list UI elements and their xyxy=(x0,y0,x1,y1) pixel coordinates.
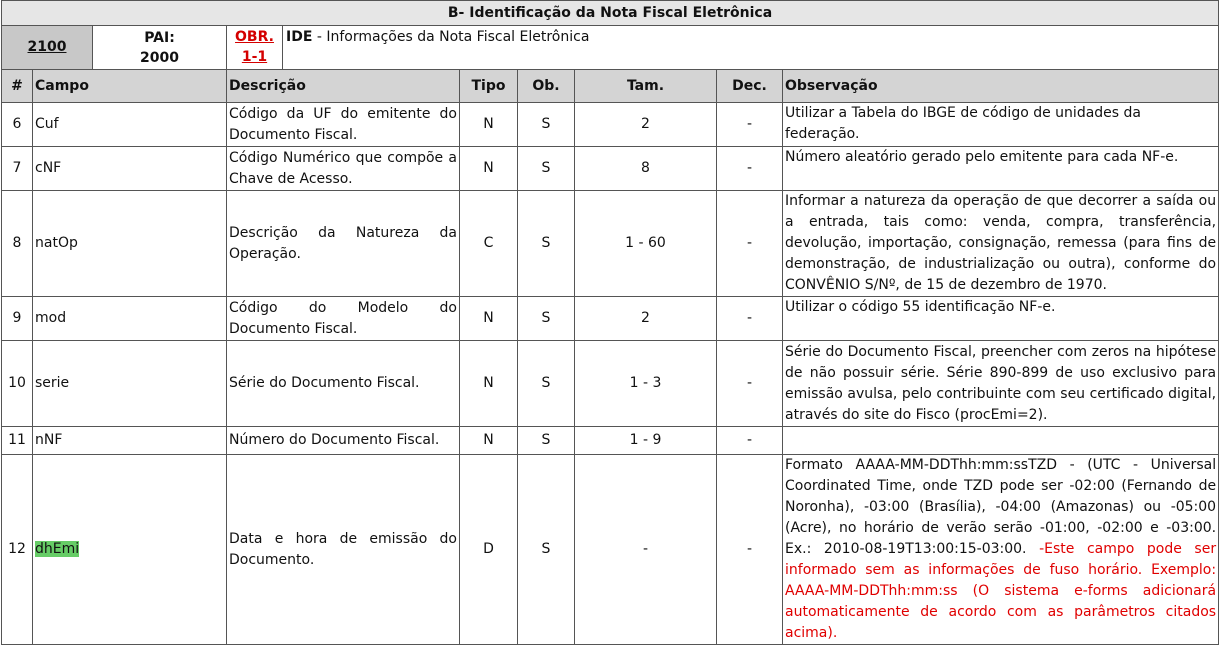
pai-label: PAI: xyxy=(144,29,175,46)
row-obs-note: -Este campo pode ser informado sem as informações de fuso horário. Exemplo: AAAA-MM-DDThh:mm:ss (O sistema e-forms adicionará automaticamente de acordo com as parâmetros citados acima). xyxy=(785,541,1217,641)
row-obs: Informar a natureza da operação de que decorrer a saída ou a entrada, tais como: venda, compra, transferência, devolução, importação, consignação, remessa (para fins de demonstração, de industrialização ou outra), conforme do CONVÊNIO S/Nº, de 15 de dezembro de 1970. xyxy=(783,191,1219,297)
row-obs: Utilizar a Tabela do IBGE de código de unidades da federação. xyxy=(783,103,1219,147)
row-dec: - xyxy=(717,297,783,341)
row-campo: natOp xyxy=(33,191,227,297)
row-ob: S xyxy=(518,455,575,645)
group-desc-cell xyxy=(227,26,1219,70)
row-descricao: Código Numérico que compõe a Chave de Acesso. xyxy=(227,147,460,191)
row-tipo: D xyxy=(460,455,518,645)
group-description xyxy=(283,26,592,69)
row-num: 8 xyxy=(2,191,33,297)
col-dec-header: Dec. xyxy=(717,70,783,103)
row-campo: Cuf xyxy=(33,103,227,147)
row-descricao: Número do Documento Fiscal. xyxy=(227,427,460,455)
table-row xyxy=(2,103,1219,147)
col-num-header: # xyxy=(2,70,33,103)
row-dec: - xyxy=(717,427,783,455)
row-tam: 1 - 60 xyxy=(575,191,717,297)
row-num: 10 xyxy=(2,341,33,427)
row-num: 9 xyxy=(2,297,33,341)
row-dec: - xyxy=(717,103,783,147)
row-ob: S xyxy=(518,297,575,341)
row-ob: S xyxy=(518,103,575,147)
header-row xyxy=(2,70,1219,103)
row-campo: nNF xyxy=(33,427,227,455)
row-ob: S xyxy=(518,191,575,297)
row-ob: S xyxy=(518,427,575,455)
row-dec: - xyxy=(717,341,783,427)
col-ob-header: Ob. xyxy=(518,70,575,103)
section-title: B- Identificação da Nota Fiscal Eletrônica xyxy=(2,1,1219,26)
table-row xyxy=(2,147,1219,191)
row-obs: Série do Documento Fiscal, preencher com zeros na hipótese de não possuir série. Série 890-899 de uso exclusivo para emissão avulsa, pelo contribuinte com seu certificado digital, através do site do Fisco (procEmi=2). xyxy=(783,341,1219,427)
group-row xyxy=(2,26,1219,70)
row-campo-cell xyxy=(33,455,227,645)
row-campo: mod xyxy=(33,297,227,341)
row-tipo: N xyxy=(460,427,518,455)
table-row xyxy=(2,341,1219,427)
col-descricao-header: Descrição xyxy=(227,70,460,103)
col-tam-header: Tam. xyxy=(575,70,717,103)
row-tipo: N xyxy=(460,103,518,147)
row-obs: Número aleatório gerado pelo emitente para cada NF-e. xyxy=(783,147,1219,191)
row-tam: 8 xyxy=(575,147,717,191)
row-tipo: N xyxy=(460,297,518,341)
row-obs: Formato AAAA-MM-DDThh:mm:ssTZD - (UTC - Universal Coordinated Time, onde TZD pode ser -02:00 (Fernando de Noronha), -03:00 (Brasília), -04:00 (Amazonas) ou -05:00 (Acre), no horário de verão serão -01:00, -02:00 e -03:00. Ex.: 2010-08-19T13:00:15-03:00. xyxy=(785,457,1217,557)
row-tipo: C xyxy=(460,191,518,297)
row-obs xyxy=(783,427,1219,455)
row-descricao: Código da UF do emitente do Documento Fiscal. xyxy=(227,103,460,147)
row-descricao: Descrição da Natureza da Operação. xyxy=(227,191,460,297)
group-obr-box[interactable] xyxy=(227,26,283,69)
row-tam: 1 - 3 xyxy=(575,341,717,427)
row-descricao: Data e hora de emissão do Documento. xyxy=(227,455,460,645)
group-pai xyxy=(93,26,227,70)
col-campo-header: Campo xyxy=(33,70,227,103)
title-row xyxy=(2,1,1219,26)
row-dec: - xyxy=(717,455,783,645)
row-dec: - xyxy=(717,147,783,191)
pai-value: 2000 xyxy=(140,49,179,66)
row-num: 12 xyxy=(2,455,33,645)
group-id[interactable]: 2100 xyxy=(2,26,93,70)
row-tam: 2 xyxy=(575,297,717,341)
row-num: 7 xyxy=(2,147,33,191)
row-ob: S xyxy=(518,147,575,191)
obr-value[interactable]: 1-1 xyxy=(241,49,268,65)
row-tam: 2 xyxy=(575,103,717,147)
obr-label[interactable]: OBR. xyxy=(235,29,274,45)
table-row xyxy=(2,297,1219,341)
table-row xyxy=(2,455,1219,645)
row-obs: Utilizar o código 55 identificação NF-e. xyxy=(783,297,1219,341)
row-tam: - xyxy=(575,455,717,645)
row-tipo: N xyxy=(460,147,518,191)
group-desc-text: - Informações da Nota Fiscal Eletrônica xyxy=(312,29,590,45)
group-code: IDE xyxy=(286,29,313,45)
row-num: 11 xyxy=(2,427,33,455)
row-descricao: Série do Documento Fiscal. xyxy=(227,341,460,427)
row-descricao: Código do Modelo do Documento Fiscal. xyxy=(227,297,460,341)
row-obs-cell xyxy=(783,455,1219,645)
table-row xyxy=(2,427,1219,455)
row-dec: - xyxy=(717,191,783,297)
row-num: 6 xyxy=(2,103,33,147)
table-row xyxy=(2,191,1219,297)
row-campo: cNF xyxy=(33,147,227,191)
row-campo: serie xyxy=(33,341,227,427)
col-observacao-header: Observação xyxy=(783,70,1219,103)
row-ob: S xyxy=(518,341,575,427)
row-tam: 1 - 9 xyxy=(575,427,717,455)
row-tipo: N xyxy=(460,341,518,427)
field-spec-table xyxy=(1,0,1219,645)
row-campo: dhEmi xyxy=(35,541,80,557)
col-tipo-header: Tipo xyxy=(460,70,518,103)
